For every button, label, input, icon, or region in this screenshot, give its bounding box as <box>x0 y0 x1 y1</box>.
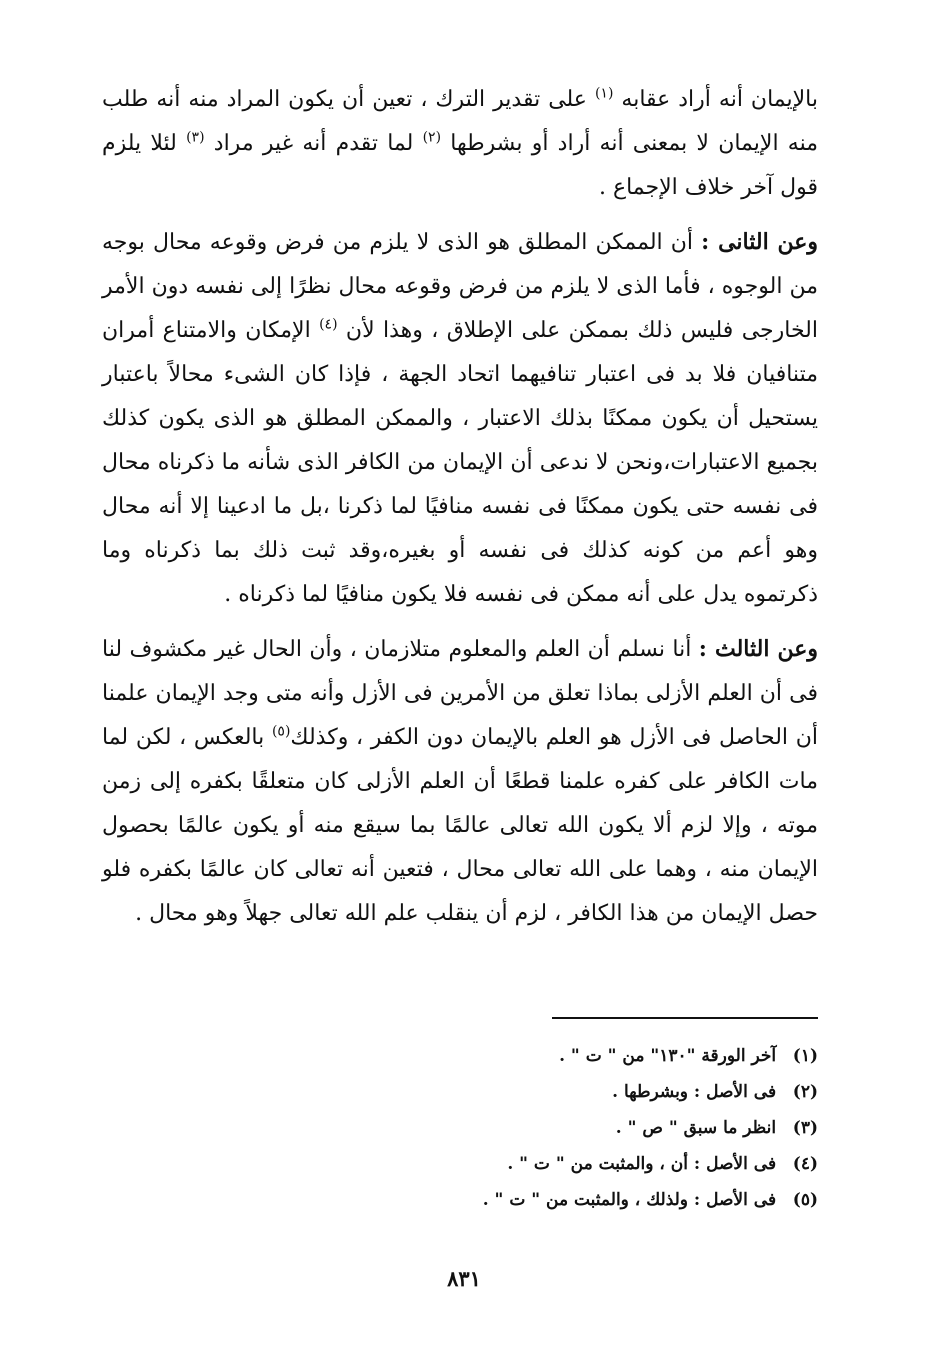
footnote-divider <box>552 1017 818 1019</box>
paragraph-1-text-c: لما تقدم أنه غير مراد <box>204 131 423 156</box>
footnote-ref-5: (٥) <box>271 723 291 740</box>
footnote-ref-4: (٤) <box>319 316 338 333</box>
paragraph-3-text-b: بالعكس ، لكن لما مات الكافر على كفره علمنا قطعًا أن العلم الأزلى كان متعلقًا بكفره إلى زمن موته ، وإلا لزم ألا يكون الله تعالى عالمًا بما سيقع منه أو يكون عالمًا بحصول الإيمان منه ، وهما على الله تعالى محال ، فتعين أنه تعالى كان عالمًا بكفره فلو حصل الإيمان من هذا الكافر ، لزم أن ينقلب علم الله تعالى جهلاً وهو محال . <box>102 725 818 926</box>
footnote-ref-3: (٣) <box>186 129 205 146</box>
paragraph-1-text-a: بالإيمان أنه أراد عقابه <box>613 87 818 112</box>
paragraph-2 <box>102 220 818 617</box>
main-text <box>102 78 818 936</box>
footnote-number: (١) <box>792 1046 818 1066</box>
footnote-text: آخر الورقة "١٣٠" من " ت " . <box>559 1046 777 1066</box>
paragraph-3 <box>102 627 818 936</box>
footnote-text: فى الأصل : أن ، والمثبت من " ت " . <box>507 1154 777 1174</box>
paragraph-2-text-b: الإمكان والامتناع أمران متنافيان فلا بد فى اعتبار تنافيهما اتحاد الجهة ، فإذا كان الشىء محالاً باعتبار يستحيل أن يكون ممكنًا بذلك الاعتبار ، والممكن المطلق هو الذى يكون كذلك بجميع الاعتبارات،ونحن لا ندعى أن الإيمان من الكافر الذى شأنه ما ذكرناه محال فى نفسه حتى يكون ممكنًا فى نفسه منافيًا لما ذكرنا ،بل ما ادعينا إلا أنه محال وهو أعم من كونه كذلك فى نفسه أو بغيره،وقد ثبت ذلك بما ذكرناه وما ذكرتموه يدل على أنه ممكن فى نفسه فلا يكون منافيًا لما ذكرناه . <box>102 318 818 607</box>
paragraph-2-text-a: أن الممكن المطلق هو الذى لا يلزم من فرض وقوعه محال بوجه من الوجوه ، فأما الذى لا يلزم من فرض وقوعه محال نظرًا إلى نفسه دون الأمر الخارجى فليس ذلك بممكن على الإطلاق ، وهذا لأن <box>102 230 818 343</box>
paragraph-1-text-d: لئلا يلزم قول آخر خلاف الإجماع . <box>102 131 818 200</box>
footnote-number: (٤) <box>792 1154 818 1174</box>
footnote-4 <box>318 1146 818 1182</box>
footnotes <box>318 1038 818 1218</box>
footnote-number: (٢) <box>792 1082 818 1102</box>
paragraph-1 <box>102 78 818 210</box>
footnote-number: (٣) <box>792 1118 818 1138</box>
footnote-text: فى الأصل : ولذلك ، والمثبت من " ت " . <box>482 1190 777 1210</box>
page-number: ٨٣١ <box>447 1266 481 1291</box>
paragraph-1-text-b: على تقدير الترك ، تعين أن يكون المراد منه أنه طلب منه الإيمان لا بمعنى أنه أراد أو بشرطها <box>102 87 818 156</box>
footnote-5 <box>318 1182 818 1218</box>
footnote-text: انظر ما سبق " ص " . <box>615 1118 777 1138</box>
paragraph-2-lead: وعن الثانى : <box>701 229 818 255</box>
footnote-2 <box>318 1074 818 1110</box>
footnote-text: فى الأصل : وبشرطها . <box>612 1082 777 1102</box>
paragraph-3-text-a: أنا نسلم أن العلم والمعلوم متلازمان ، وأن الحال غير مكشوف لنا فى أن العلم الأزلى بماذا تعلق من الأمرين فى الأزل وأنه متى وجد الإيمان علمنا أن الحاصل فى الأزل هو العلم بالإيمان دون الكفر ، وكذلك <box>102 637 819 750</box>
footnote-ref-2: (٢) <box>422 129 442 146</box>
footnote-3 <box>318 1110 818 1146</box>
footnote-number: (٥) <box>792 1190 818 1210</box>
footnote-ref-1: (١) <box>594 85 614 102</box>
footnote-1 <box>318 1038 818 1074</box>
paragraph-3-lead: وعن الثالث : <box>698 636 818 662</box>
